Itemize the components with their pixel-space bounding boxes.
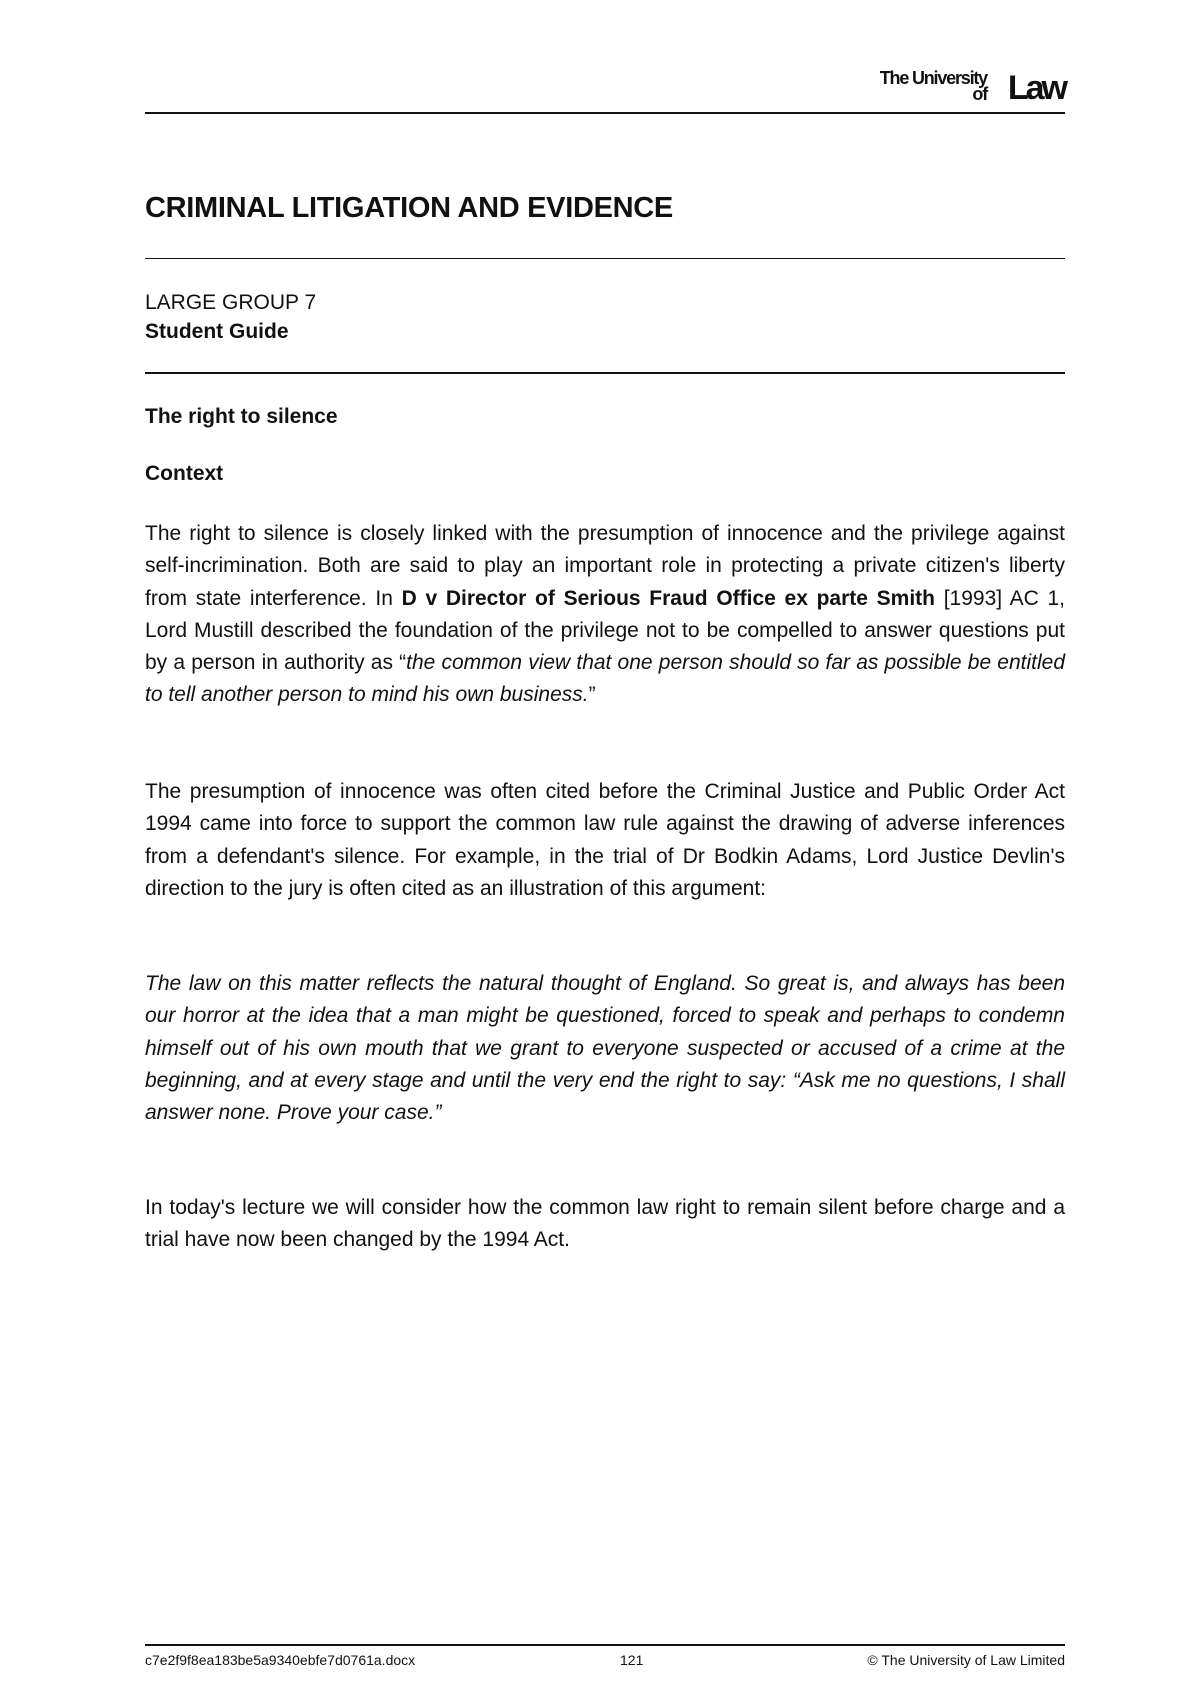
paragraph-1-text-a: The right to silence is closely linked with the presumption of innocence and the privilege against self-incrimination. Both are said to play an important role in protecting a private citizen's liberty from state interference. In <box>145 522 1065 610</box>
mustill-quote: the common view that one person should so far as possible be entitled to tell another person to mind his own business. <box>145 651 1066 707</box>
case-citation: D v Director of Serious Fraud Office ex parte Smith <box>401 586 935 610</box>
footer-copyright: © The University of Law Limited <box>867 1652 1065 1668</box>
guide-label: Student Guide <box>145 320 289 343</box>
university-of-law-logo <box>855 66 1065 106</box>
devlin-quote: The law on this matter reflects the natural thought of England. So great is, and always has been our horror at the idea that a man might be questioned, forced to speak and perhaps to condemn himself out of his own mouth that we grant to everyone suspected or accused of a crime at the beginning, and at every stage and until the very end the right to say: “Ask me no questions, I shall answer none. Prove your case.” <box>145 972 1065 1125</box>
title-rule <box>145 258 1065 259</box>
logo-line-1: The University <box>879 68 987 88</box>
header-rule <box>145 112 1065 114</box>
footer-page-number: 121 <box>620 1652 644 1668</box>
footer-filename: c7e2f9f8ea183be5a9340ebfe7d0761a.docx <box>145 1652 416 1668</box>
document-title: CRIMINAL LITIGATION AND EVIDENCE <box>145 192 673 224</box>
group-label: LARGE GROUP 7 <box>145 291 317 314</box>
logo-line-2: of <box>972 84 987 104</box>
paragraph-2: The presumption of innocence was often cited before the Criminal Justice and Public Order Act 1994 came into force to support the common law rule against the drawing of adverse inferences from a defendant's silence. For example, in the trial of Dr Bodkin Adams, Lord Justice Devlin's direction to the jury is often cited as an illustration of this argument: <box>145 780 1065 900</box>
footer-rule <box>145 1644 1065 1646</box>
paragraph-1-text-c: ” <box>588 683 596 707</box>
section-rule <box>145 372 1065 374</box>
paragraph-4: In today's lecture we will consider how the common law right to remain silent before charge and a trial have now been changed by the 1994 Act. <box>145 1196 1065 1252</box>
paragraph-1-text-b: [1993] AC 1, Lord Mustill described the foundation of the privilege not to be compelled to answer questions put by a person in authority as “ <box>145 586 1066 675</box>
topic-heading: The right to silence <box>145 405 338 428</box>
logo-line-3: Law <box>1007 69 1065 107</box>
paragraph-1 <box>145 518 1065 712</box>
context-heading: Context <box>145 462 224 485</box>
